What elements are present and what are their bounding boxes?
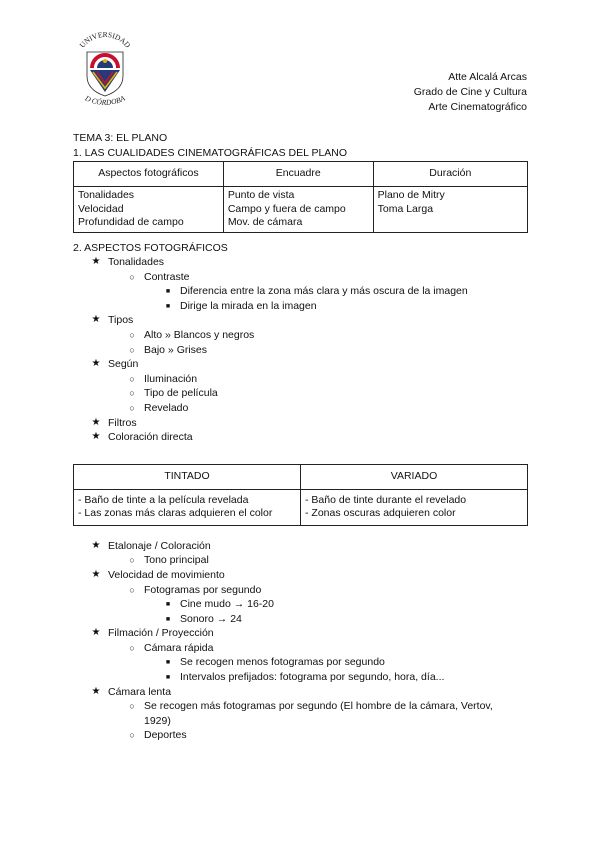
circle-bullet-icon: ○ — [129, 271, 135, 282]
list-item: ★ Según — [73, 357, 528, 372]
list-item: ■ Se recogen menos fotogramas por segundo — [73, 655, 528, 670]
logo-arc-top: UNIVERSIDAD — [77, 30, 133, 50]
list-item: ○ Contraste — [73, 270, 528, 285]
list-item: ○ Se recogen más fotogramas por segundo (El hombre de la cámara, Vertov, 1929) — [73, 699, 528, 728]
circle-bullet-icon: ○ — [129, 402, 135, 413]
list-item: ★ Etalonaje / Coloración — [73, 539, 528, 554]
square-bullet-icon: ■ — [165, 302, 171, 310]
table2-cell-tinted — [74, 489, 301, 525]
cell-line: - Baño de tinte a la película revelada — [78, 493, 249, 506]
circle-bullet-icon: ○ — [129, 642, 135, 653]
movement-list — [73, 539, 528, 743]
circle-bullet-icon: ○ — [129, 584, 135, 595]
table1-cell-duration — [373, 187, 527, 233]
document-header — [414, 70, 527, 115]
star-bullet-icon: ★ — [91, 358, 101, 370]
star-bullet-icon: ★ — [91, 685, 101, 697]
table2-header-tinted: TINTADO — [74, 464, 301, 489]
cell-line: - Zonas oscuras adquieren color — [305, 507, 456, 520]
star-bullet-icon: ★ — [91, 539, 101, 551]
square-bullet-icon: ■ — [165, 288, 171, 296]
cell-line: Campo y fuera de campo — [227, 202, 346, 215]
list-item: ■ Dirige la mirada en la imagen — [73, 299, 528, 314]
cell-line: - Las zonas más claras adquieren el color — [78, 507, 273, 520]
course-name: Arte Cinematográfico — [428, 101, 527, 113]
star-bullet-icon: ★ — [91, 256, 101, 267]
list-item: ★ Filmación / Proyección — [73, 626, 528, 641]
square-bullet-icon: ■ — [165, 601, 171, 609]
degree-name: Grado de Cine y Cultura — [413, 86, 527, 98]
topic-title: TEMA 3: EL PLANO — [73, 132, 168, 144]
square-bullet-icon: ■ — [165, 615, 171, 623]
list-item: ○ Tipo de película — [73, 386, 528, 401]
list-item: ○ Bajo » Grises — [73, 343, 528, 358]
photographic-aspects-list — [73, 255, 528, 445]
circle-bullet-icon: ○ — [129, 701, 135, 712]
list-item: ★ Cámara lenta — [73, 685, 528, 700]
square-bullet-icon: ■ — [165, 674, 171, 682]
star-bullet-icon: ★ — [91, 314, 101, 326]
list-item: ○ Deportes — [73, 728, 528, 743]
logo-arc-bottom: D CÓRDOBA — [83, 93, 127, 107]
list-item: ★ Filtros — [73, 416, 528, 431]
cell-line: Velocidad — [78, 202, 124, 215]
star-bullet-icon: ★ — [91, 627, 101, 639]
author-name: Atte Alcalá Arcas — [448, 71, 527, 83]
list-item: ■ Diferencia entre la zona más clara y más oscura de la imagen — [73, 284, 528, 299]
qualities-table — [73, 161, 528, 233]
circle-bullet-icon: ○ — [129, 388, 135, 399]
cell-line: - Baño de tinte durante el revelado — [305, 493, 467, 506]
list-item: ○ Revelado — [73, 401, 528, 416]
university-logo — [70, 30, 140, 112]
list-item: ○ Cámara rápida — [73, 641, 528, 656]
table1-cell-framing — [223, 187, 373, 233]
cell-line: Punto de vista — [227, 189, 295, 201]
list-item: ○ Iluminación — [73, 372, 528, 387]
table2-cell-varied — [301, 489, 528, 525]
square-bullet-icon: ■ — [165, 659, 171, 667]
list-item: ○ Alto » Blancos y negros — [73, 328, 528, 343]
circle-bullet-icon: ○ — [129, 344, 135, 355]
circle-bullet-icon: ○ — [129, 730, 135, 741]
table1-header-framing: Encuadre — [223, 162, 373, 187]
circle-bullet-icon: ○ — [129, 329, 135, 340]
tinting-table — [73, 464, 528, 526]
star-bullet-icon: ★ — [91, 416, 101, 428]
circle-bullet-icon: ○ — [129, 555, 135, 566]
cell-line: Toma Larga — [377, 202, 434, 215]
list-item: ★ Tipos — [73, 313, 528, 328]
list-item: ★ Velocidad de movimiento — [73, 568, 528, 583]
circle-bullet-icon: ○ — [129, 373, 135, 384]
table1-header-photographic: Aspectos fotográficos — [74, 162, 224, 187]
list-item: ○ Fotogramas por segundo — [73, 583, 528, 598]
table2-header-varied: VARIADO — [301, 464, 528, 489]
section-2-heading: 2. ASPECTOS FOTOGRÁFICOS — [73, 241, 228, 254]
list-item: ■ Cine mudo → 16-20 — [73, 597, 528, 612]
cell-line: Profundidad de campo — [78, 216, 184, 228]
list-item: ★ Coloración directa — [73, 430, 528, 445]
cell-line: Mov. de cámara — [227, 216, 303, 228]
cell-line: Plano de Mitry — [377, 189, 445, 201]
cell-line: Tonalidades — [78, 189, 135, 201]
table1-cell-photographic — [74, 187, 224, 233]
star-bullet-icon: ★ — [91, 568, 101, 580]
document-body — [73, 131, 528, 743]
list-item: ○ Tono principal — [73, 553, 528, 568]
list-item: ■ Sonoro → 24 — [73, 612, 528, 627]
table1-header-duration: Duración — [373, 162, 527, 187]
section-1-heading: 1. LAS CUALIDADES CINEMATOGRÁFICAS DEL PLANO — [73, 146, 348, 159]
star-bullet-icon: ★ — [91, 431, 101, 443]
list-item: ■ Intervalos prefijados: fotograma por segundo, hora, día... — [73, 670, 528, 685]
list-item: ★ Tonalidades — [73, 255, 528, 270]
